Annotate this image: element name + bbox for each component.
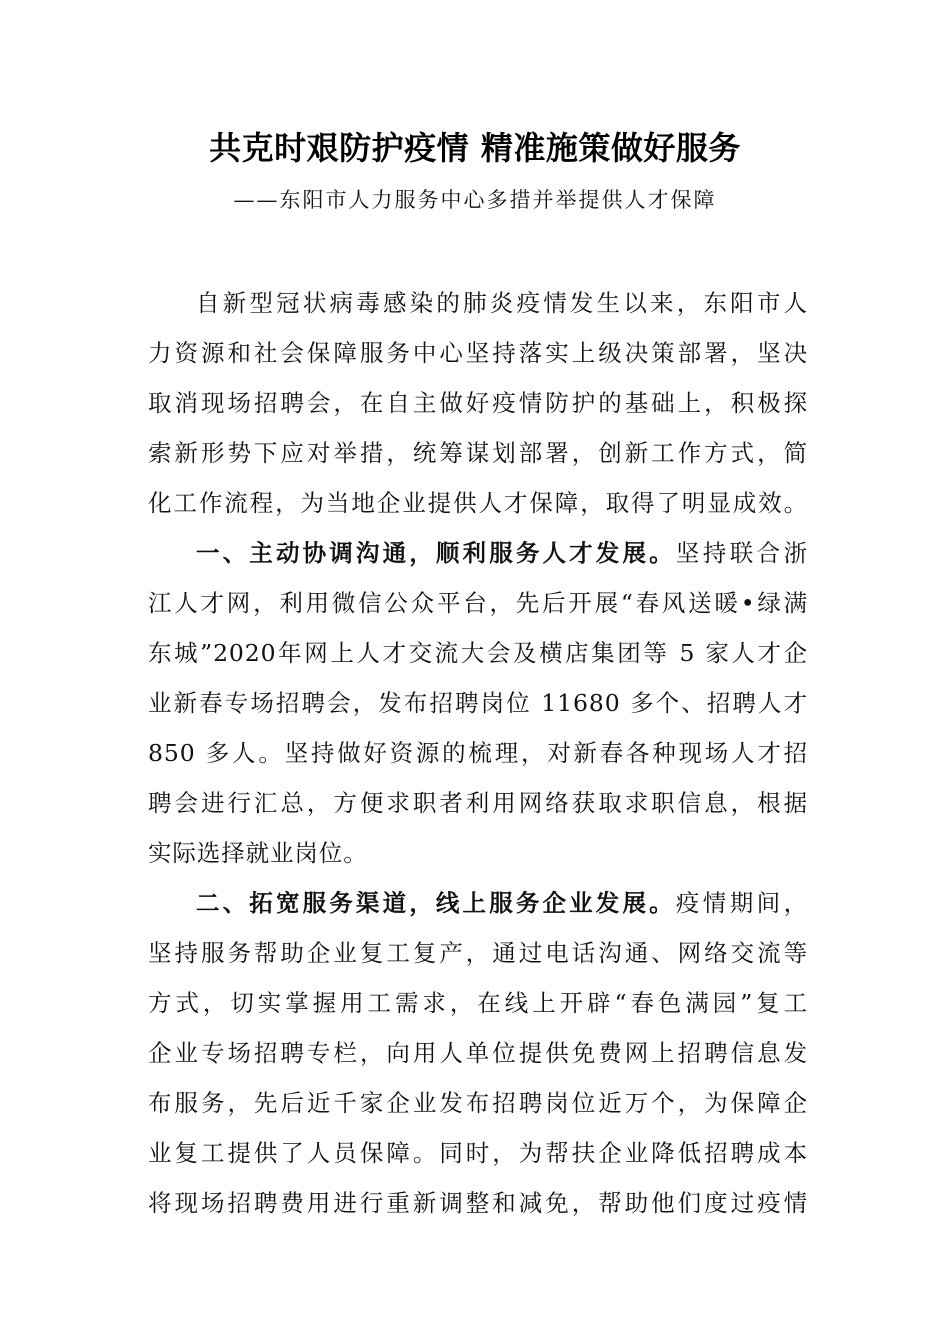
body-line	[148, 778, 808, 828]
body-text: 东城”2020年网上人才交流大会及横店集团等 5 家人才企	[148, 639, 808, 667]
body-text: 850 多人。坚持做好资源的梳理，对新春各种现场人才招	[148, 739, 808, 767]
body-text: 将现场招聘费用进行重新调整和减免，帮助他们度过疫情	[148, 1189, 808, 1217]
body-line	[148, 328, 808, 378]
body-line	[148, 678, 808, 728]
section-heading: 一、主动协调沟通，顺利服务人才发展。	[196, 539, 676, 567]
body-line	[148, 428, 808, 478]
body-line	[148, 578, 808, 628]
body-line	[148, 478, 808, 528]
body-text: 坚持服务帮助企业复工复产，通过电话沟通、网络交流等	[148, 939, 808, 967]
body-line	[148, 1178, 808, 1228]
body-text: 疫情期间，	[675, 889, 808, 917]
body-line	[148, 278, 808, 328]
body-line	[148, 528, 808, 578]
body-line	[148, 378, 808, 428]
body-line	[148, 928, 808, 978]
body-line	[148, 1128, 808, 1178]
body-line	[148, 828, 808, 878]
body-line	[148, 978, 808, 1028]
body-line	[148, 878, 808, 928]
body-text: 企业专场招聘专栏，向用人单位提供免费网上招聘信息发	[148, 1039, 808, 1067]
body-text: 聘会进行汇总，方便求职者利用网络获取求职信息，根据	[148, 789, 808, 817]
body-text: 索新形势下应对举措，统筹谋划部署，创新工作方式，简	[148, 439, 808, 467]
body-text: 业新春专场招聘会，发布招聘岗位 11680 多个、招聘人才	[148, 689, 808, 717]
body-text: 布服务，先后近千家企业发布招聘岗位近万个，为保障企	[148, 1089, 808, 1117]
body-line	[148, 728, 808, 778]
body-line	[148, 1028, 808, 1078]
body-text: 实际选择就业岗位。	[148, 839, 368, 867]
section-heading: 二、拓宽服务渠道，线上服务企业发展。	[196, 889, 676, 917]
body-line	[148, 628, 808, 678]
document-subtitle: ——东阳市人力服务中心多措并举提供人才保障	[233, 188, 717, 212]
body-text: 业复工提供了人员保障。同时，为帮扶企业降低招聘成本	[148, 1139, 808, 1167]
body-text: 化工作流程，为当地企业提供人才保障，取得了明显成效。	[148, 489, 808, 517]
body-text: 坚持联合浙	[675, 539, 808, 567]
document-title: 共克时艰防护疫情 精准施策做好服务	[209, 129, 741, 167]
body-text: 力资源和社会保障服务中心坚持落实上级决策部署，坚决	[148, 339, 808, 367]
body-text: 江人才网，利用微信公众平台，先后开展“春风送暖•绿满	[148, 589, 808, 617]
body-text: 方式，切实掌握用工需求，在线上开辟“春色满园”复工	[148, 989, 808, 1017]
body-text: 取消现场招聘会，在自主做好疫情防护的基础上，积极探	[148, 389, 808, 417]
document-body	[148, 278, 808, 1228]
body-text: 自新型冠状病毒感染的肺炎疫情发生以来，东阳市人	[196, 289, 808, 317]
body-line	[148, 1078, 808, 1128]
